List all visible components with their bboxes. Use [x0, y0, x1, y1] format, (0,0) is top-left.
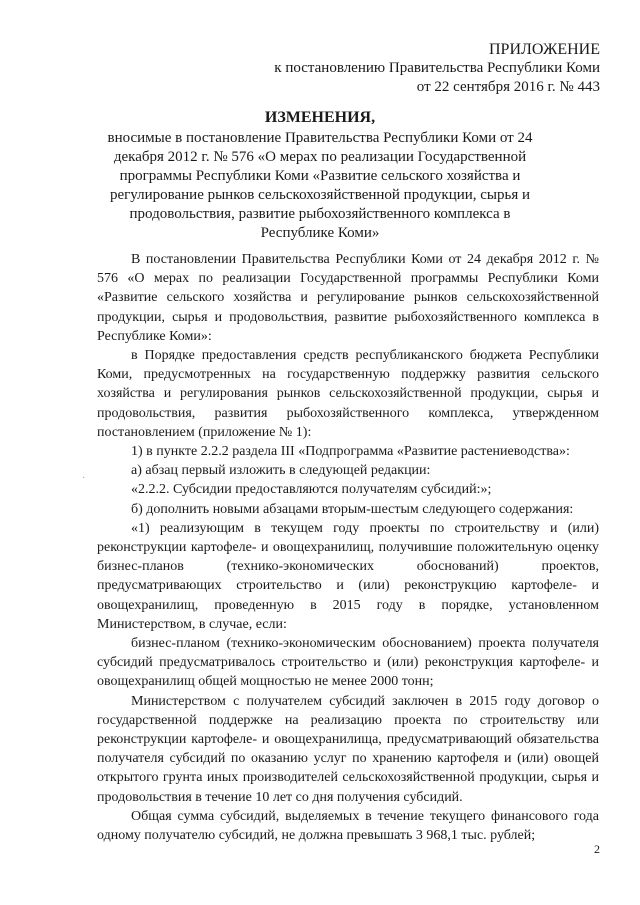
document-heading	[100, 108, 540, 243]
body-paragraph: В постановлении Правительства Республики Коми от 24 декабря 2012 г. № 576 «О мерах по реализации Государственной программы Республики Коми «Развитие сельского хозяйства и регулирование рынков сельскохозяйственной продукции, сырья и продовольствия, развитие рыбохозяйственного комплекса в Республике Коми»:	[97, 252, 599, 344]
body-paragraph: Министерством с получателем субсидий заключен в 2015 году договор о государственной поддержке на реализацию проекта по строительству или реконструкции картофеле- и овощехранилища, предусматривающий обязательства получателя субсидий по оказанию услуг по хранению картофеля и (или) овощей открытого грунта иных производителей сельскохозяйственной продукции, сырья и продовольствия в течение 10 лет со дня получения субсидий.	[97, 693, 599, 805]
document-body	[97, 250, 599, 845]
page-number: 2	[594, 842, 600, 856]
body-paragraph: 1) в пункте 2.2.2 раздела III «Подпрограмма «Развитие растениеводства»:	[131, 444, 570, 460]
body-paragraph: «2.2.2. Субсидии предоставляются получателям субсидий:»;	[131, 482, 492, 498]
annex-block	[274, 40, 600, 97]
body-paragraph: в Порядке предоставления средств республиканского бюджета Республики Коми, предусмотренных на государственную поддержку развития сельского хозяйства и регулирования рынков сельскохозяйственной продукции, сырья и продовольствия, развития рыбохозяйственного комплекса, утвержденном постановлением (приложение № 1):	[97, 348, 599, 440]
margin-mark: ·	[82, 473, 86, 484]
body-paragraph: Общая сумма субсидий, выделяемых в течение текущего финансового года одному получателю субсидий, не должна превышать 3 968,1 тыс. рублей;	[97, 808, 599, 844]
annex-title: ПРИЛОЖЕНИЕ	[488, 41, 600, 58]
heading-subtitle: вносимые в постановление Правительства Республики Коми от 24 декабря 2012 г. № 576 «О мерах по реализации Государственной программы Республики Коми «Развитие сельского хозяйства и регулирование рынков сельскохозяйственной продукции, сырья и продовольствия, развитие рыбохозяйственного комплекса в Республике Коми»	[107, 130, 533, 241]
body-paragraph: б) дополнить новыми абзацами вторым-шестым следующего содержания:	[131, 501, 574, 517]
body-paragraph: «1) реализующим в текущем году проекты по строительству и (или) реконструкции картофеле- и овощехранилищ, получившие положительную оценку бизнес-планов (технико-экономических обоснований) проектов, предусматривающих строительство и (или) реконструкцию картофеле- и овощехранилищ, проведенную в 2015 году в порядке, установленном Министерством, в случае, если:	[97, 520, 599, 632]
body-paragraph: а) абзац первый изложить в следующей редакции:	[131, 463, 431, 479]
heading-title: ИЗМЕНЕНИЯ,	[264, 109, 376, 126]
body-paragraph: бизнес-планом (технико-экономическим обоснованием) проекта получателя субсидий предусматривалось строительство и (или) реконструкция картофеле- и овощехранилищ общей мощностью не менее 2000 тонн;	[97, 636, 599, 690]
annex-line-1: к постановлению Правительства Республики Коми	[274, 60, 600, 76]
annex-line-2: от 22 сентября 2016 г. № 443	[416, 79, 600, 95]
